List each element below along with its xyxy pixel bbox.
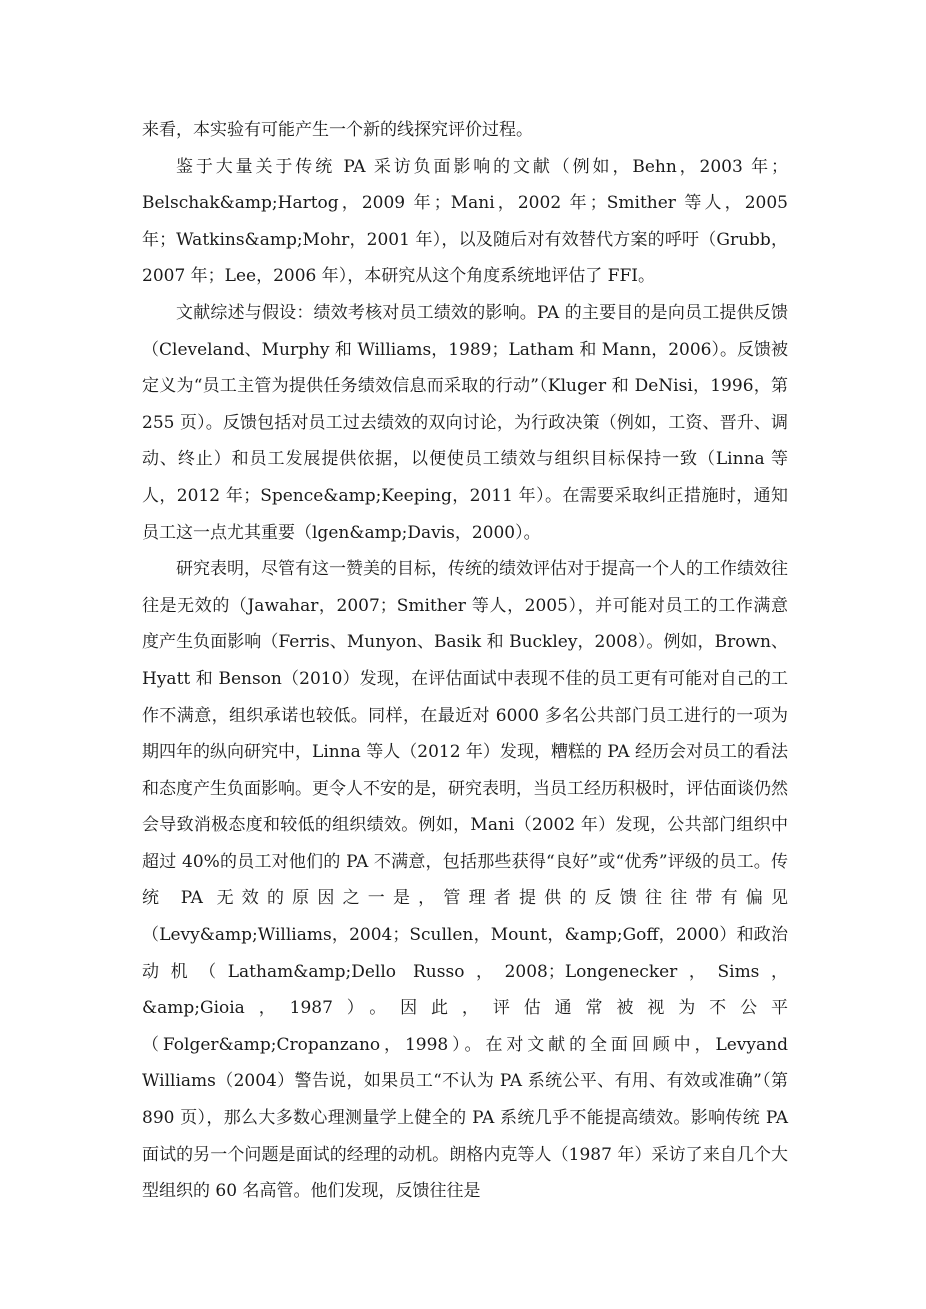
paragraph-research-findings: 研究表明，尽管有这一赞美的目标，传统的绩效评估对于提高一个人的工作绩效往往是无效的（Jawahar，2007；Smither 等人，2005），并可能对员工的工作满意度产生负面影响（Ferris、Munyon、Basik 和 Buckley，2008）。例如，Brown、Hyatt 和 Benson（2010）发现，在评估面试中表现不佳的员工更有可能对自己的工作不满意，组织承诺也较低。同样，在最近对 6000 多名公共部门员工进行的一项为期四年的纵向研究中，Linna 等人（2012 年）发现，糟糕的 PA 经历会对员工的看法和态度产生负面影响。更令人不安的是，研究表明，当员工经历积极时，评估面谈仍然会导致消极态度和较低的组织绩效。例如，Mani（2002 年）发现，公共部门组织中超过 40%的员工对他们的 PA 不满意，包括那些获得“良好”或“优秀”评级的员工。传统 PA 无效的原因之一是，管理者提供的反馈往往带有偏见（Levy&amp;Williams，2004；Scullen，Mount，&amp;Goff，2000）和政治动机（Latham&amp;Dello Russo，2008；Longenecker，Sims，&amp;Gioia，1987）。因此，评估通常被视为不公平（Folger&amp;Cropanzano，1998）。在对文献的全面回顾中，Levyand Williams（2004）警告说，如果员工“不认为 PA 系统公平、有用、有效或准确”（第 890 页），那么大多数心理测量学上健全的 PA 系统几乎不能提高绩效。影响传统 PA 面试的另一个问题是面试的经理的动机。朗格内克等人（1987 年）采访了来自几个大型组织的 60 名高管。他们发现，反馈往往是 [142, 559, 788, 1202]
paragraph-pa-literature: 鉴于大量关于传统 PA 采访负面影响的文献（例如，Behn，2003 年；Belschak&amp;Hartog，2009 年；Mani，2002 年；Smither 等人，2005 年；Watkins&amp;Mohr，2001 年），以及随后对有效替代方案的呼吁（Grubb，2007 年；Lee，2006 年），本研究从这个角度系统地评估了 FFI。 [142, 156, 788, 287]
body-text [142, 112, 788, 1210]
paragraph-continuation: 来看，本实验有可能产生一个新的线探究评价过程。 [142, 120, 533, 140]
paragraph-literature-review: 文献综述与假设：绩效考核对员工绩效的影响。PA 的主要目的是向员工提供反馈（Cleveland、Murphy 和 Williams，1989；Latham 和 Mann，2006）。反馈被定义为“员工主管为提供任务绩效信息而采取的行动”（Kluger 和 DeNisi，1996，第 255 页）。反馈包括对员工过去绩效的双向讨论，为行政决策（例如，工资、晋升、调动、终止）和员工发展提供依据，以便使员工绩效与组织目标保持一致（Linna 等人，2012 年；Spence&amp;Keeping，2011 年）。在需要采取纠正措施时，通知员工这一点尤其重要（lgen&amp;Davis，2000）。 [142, 302, 788, 543]
